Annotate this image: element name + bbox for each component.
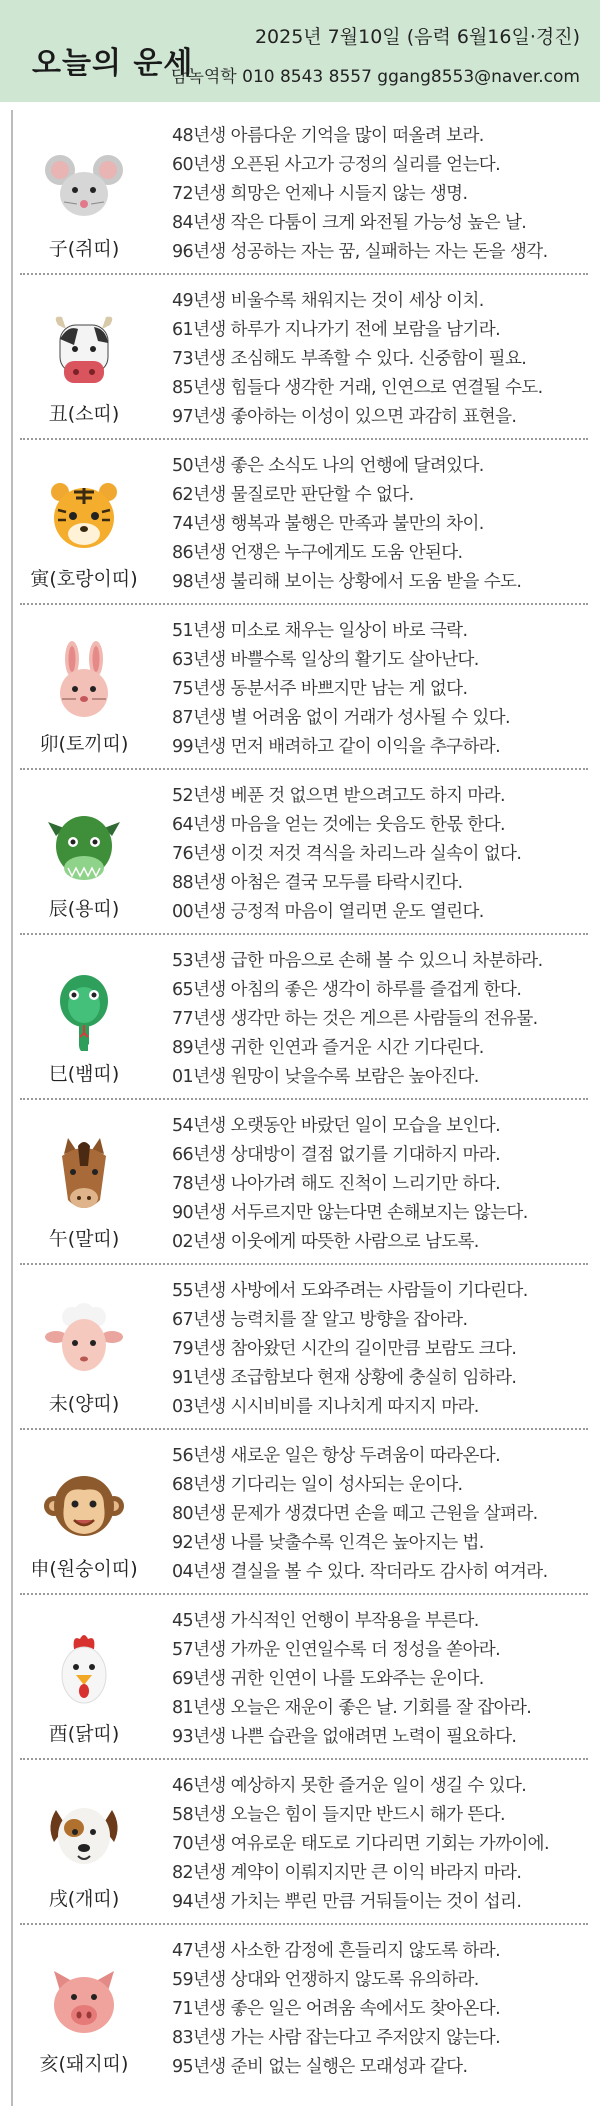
zodiac-row <box>14 1430 600 1595</box>
zodiac-name: 寅(호랑이띠) <box>30 568 138 590</box>
snake-icon <box>44 971 124 1051</box>
zodiac-name: 申(원숭이띠) <box>30 1558 138 1580</box>
fortune-line: 02년생 이웃에게 따뜻한 사람으로 남도록. <box>172 1232 479 1252</box>
fortune-line: 62년생 물질로만 판단할 수 없다. <box>172 485 414 505</box>
fortune-line: 94년생 가치는 뿌린 만큼 거둬들이는 것이 섭리. <box>172 1892 522 1912</box>
zodiac-name: 酉(닭띠) <box>48 1723 120 1745</box>
fortune-line: 64년생 마음을 얻는 것에는 웃음도 한몫 한다. <box>172 815 505 835</box>
fortune-line: 96년생 성공하는 자는 꿈, 실패하는 자는 돈을 생각. <box>172 242 548 262</box>
zodiac-row <box>14 1925 600 2090</box>
fortune-line: 57년생 가까운 인연일수록 더 정성을 쏟아라. <box>172 1640 501 1660</box>
fortune-line: 66년생 상대방이 결점 없기를 기대하지 마라. <box>172 1145 501 1165</box>
fortune-line: 67년생 능력치를 잘 알고 방향을 잡아라. <box>172 1310 468 1330</box>
fortune-line: 52년생 베푼 것 없으면 받으려고도 하지 마라. <box>172 786 505 806</box>
fortune-line: 69년생 귀한 인연이 나를 도와주는 운이다. <box>172 1669 484 1689</box>
zodiac-name: 亥(돼지띠) <box>39 2053 129 2075</box>
monkey-icon <box>44 1466 124 1546</box>
fortune-line: 84년생 작은 다툼이 크게 와전될 가능성 높은 날. <box>172 213 527 233</box>
pig-icon <box>44 1961 124 2041</box>
fortune-lines <box>172 617 510 762</box>
page-title: 오늘의 운세 <box>32 46 194 81</box>
zodiac-row <box>14 770 600 935</box>
zodiac-row <box>14 1595 600 1760</box>
fortune-line: 01년생 원망이 낮을수록 보람은 높아진다. <box>172 1067 479 1087</box>
zodiac-name: 丑(소띠) <box>48 403 120 425</box>
sheep-icon <box>44 1301 124 1381</box>
fortune-line: 97년생 좋아하는 이성이 있으면 과감히 표현을. <box>172 407 517 427</box>
zodiac-name: 子(쥐띠) <box>48 238 120 260</box>
fortune-lines <box>172 1937 500 2082</box>
fortune-line: 87년생 별 어려움 없이 거래가 성사될 수 있다. <box>172 708 510 728</box>
fortune-lines <box>172 452 521 597</box>
fortune-line: 76년생 이것 저것 격식을 차리느라 실속이 없다. <box>172 844 522 864</box>
fortune-line: 59년생 상대와 언쟁하지 않도록 유의하라. <box>172 1970 479 1990</box>
fortune-line: 90년생 서두르지만 않는다면 손해보지는 않는다. <box>172 1203 528 1223</box>
fortune-line: 85년생 힘들다 생각한 거래, 인연으로 연결될 수도. <box>172 378 543 398</box>
fortune-line: 95년생 준비 없는 실행은 모래성과 같다. <box>172 2057 468 2077</box>
zodiac-row <box>14 110 600 275</box>
fortune-line: 51년생 미소로 채우는 일상이 바로 극락. <box>172 621 468 641</box>
fortune-line: 89년생 귀한 인연과 즐거운 시간 기다린다. <box>172 1038 484 1058</box>
fortune-line: 45년생 가식적인 언행이 부작용을 부른다. <box>172 1611 479 1631</box>
fortune-line: 88년생 아첨은 결국 모두를 타락시킨다. <box>172 873 463 893</box>
rat-icon <box>44 146 124 226</box>
horoscope-list <box>0 102 600 2118</box>
fortune-lines <box>172 1112 528 1257</box>
fortune-line: 99년생 먼저 배려하고 같이 이익을 추구하라. <box>172 737 501 757</box>
fortune-line: 79년생 참아왔던 시간의 길이만큼 보람도 크다. <box>172 1339 517 1359</box>
ox-icon <box>44 311 124 391</box>
header <box>0 0 600 102</box>
fortune-line: 60년생 오픈된 사고가 긍정의 실리를 얻는다. <box>172 155 501 175</box>
fortune-line: 98년생 불리해 보이는 상황에서 도움 받을 수도. <box>172 572 522 592</box>
fortune-line: 92년생 나를 낮출수록 인격은 높아지는 법. <box>172 1533 484 1553</box>
fortune-line: 49년생 비울수록 채워지는 것이 세상 이치. <box>172 291 484 311</box>
contact-line: 담녹역학 010 8543 8557 ggang8553@naver.com <box>171 67 580 87</box>
date-line: 2025년 7월10일 (음력 6월16일·경진) <box>254 26 580 48</box>
fortune-lines <box>172 1607 531 1752</box>
zodiac-name: 未(양띠) <box>48 1393 120 1415</box>
zodiac-name: 戌(개띠) <box>48 1888 120 1910</box>
fortune-lines <box>172 947 543 1092</box>
fortune-line: 74년생 행복과 불행은 만족과 불만의 차이. <box>172 514 484 534</box>
fortune-line: 53년생 급한 마음으로 손해 볼 수 있으니 차분하라. <box>172 951 543 971</box>
fortune-line: 81년생 오늘은 재운이 좋은 날. 기회를 잘 잡아라. <box>172 1698 532 1718</box>
zodiac-name: 巳(뱀띠) <box>48 1063 120 1085</box>
fortune-line: 61년생 하루가 지나가기 전에 보람을 남기라. <box>172 320 501 340</box>
fortune-line: 68년생 기다리는 일이 성사되는 운이다. <box>172 1475 463 1495</box>
fortune-line: 93년생 나쁜 습관을 없애려면 노력이 필요하다. <box>172 1727 517 1747</box>
fortune-line: 86년생 언쟁은 누구에게도 도움 안된다. <box>172 543 463 563</box>
fortune-lines <box>172 1277 528 1422</box>
zodiac-name: 午(말띠) <box>48 1228 120 1250</box>
tiger-icon <box>44 476 124 556</box>
fortune-line: 73년생 조심해도 부족할 수 있다. 신중함이 필요. <box>172 349 527 369</box>
dragon-icon <box>44 806 124 886</box>
horse-icon <box>44 1136 124 1216</box>
fortune-line: 54년생 오랫동안 바랐던 일이 모습을 보인다. <box>172 1116 501 1136</box>
fortune-line: 58년생 오늘은 힘이 들지만 반드시 해가 뜬다. <box>172 1805 505 1825</box>
fortune-line: 56년생 새로운 일은 항상 두려움이 따라온다. <box>172 1446 501 1466</box>
fortune-line: 47년생 사소한 감정에 흔들리지 않도록 하라. <box>172 1941 501 1961</box>
fortune-line: 75년생 동분서주 바쁘지만 남는 게 없다. <box>172 679 468 699</box>
zodiac-row <box>14 1760 600 1925</box>
fortune-line: 91년생 조급함보다 현재 상황에 충실히 임하라. <box>172 1368 517 1388</box>
zodiac-row <box>14 1100 600 1265</box>
fortune-lines <box>172 1772 549 1917</box>
dog-icon <box>44 1796 124 1876</box>
fortune-line: 78년생 나아가려 해도 진척이 느리기만 하다. <box>172 1174 501 1194</box>
fortune-line: 48년생 아름다운 기억을 많이 떠올려 보라. <box>172 126 484 146</box>
fortune-line: 82년생 계약이 이뤄지지만 큰 이익 바라지 마라. <box>172 1863 522 1883</box>
fortune-line: 71년생 좋은 일은 어려움 속에서도 찾아온다. <box>172 1999 501 2019</box>
fortune-line: 00년생 긍정적 마음이 열리면 운도 열린다. <box>172 902 484 922</box>
fortune-lines <box>172 1442 548 1587</box>
fortune-line: 72년생 희망은 언제나 시들지 않는 생명. <box>172 184 468 204</box>
zodiac-row <box>14 275 600 440</box>
zodiac-row <box>14 605 600 770</box>
fortune-line: 70년생 여유로운 태도로 기다리면 기회는 가까이에. <box>172 1834 549 1854</box>
rooster-icon <box>44 1631 124 1711</box>
fortune-line: 03년생 시시비비를 지나치게 따지지 마라. <box>172 1397 479 1417</box>
fortune-line: 50년생 좋은 소식도 나의 언행에 달려있다. <box>172 456 484 476</box>
fortune-line: 83년생 가는 사람 잡는다고 주저앉지 않는다. <box>172 2028 501 2048</box>
zodiac-name: 辰(용띠) <box>48 898 120 920</box>
fortune-lines <box>172 782 521 927</box>
fortune-lines <box>172 287 543 432</box>
zodiac-row <box>14 440 600 605</box>
fortune-lines <box>172 122 548 267</box>
zodiac-row <box>14 935 600 1100</box>
fortune-line: 55년생 사방에서 도와주려는 사람들이 기다린다. <box>172 1281 528 1301</box>
rabbit-icon <box>44 641 124 721</box>
zodiac-name: 卯(토끼띠) <box>39 733 129 755</box>
fortune-line: 77년생 생각만 하는 것은 게으른 사람들의 전유물. <box>172 1009 538 1029</box>
fortune-line: 63년생 바쁠수록 일상의 활기도 살아난다. <box>172 650 479 670</box>
fortune-line: 65년생 아침의 좋은 생각이 하루를 즐겁게 한다. <box>172 980 522 1000</box>
zodiac-row <box>14 1265 600 1430</box>
fortune-line: 04년생 결실을 볼 수 있다. 작더라도 감사히 여겨라. <box>172 1562 548 1582</box>
fortune-line: 80년생 문제가 생겼다면 손을 떼고 근원을 살펴라. <box>172 1504 538 1524</box>
fortune-line: 46년생 예상하지 못한 즐거운 일이 생길 수 있다. <box>172 1776 527 1796</box>
